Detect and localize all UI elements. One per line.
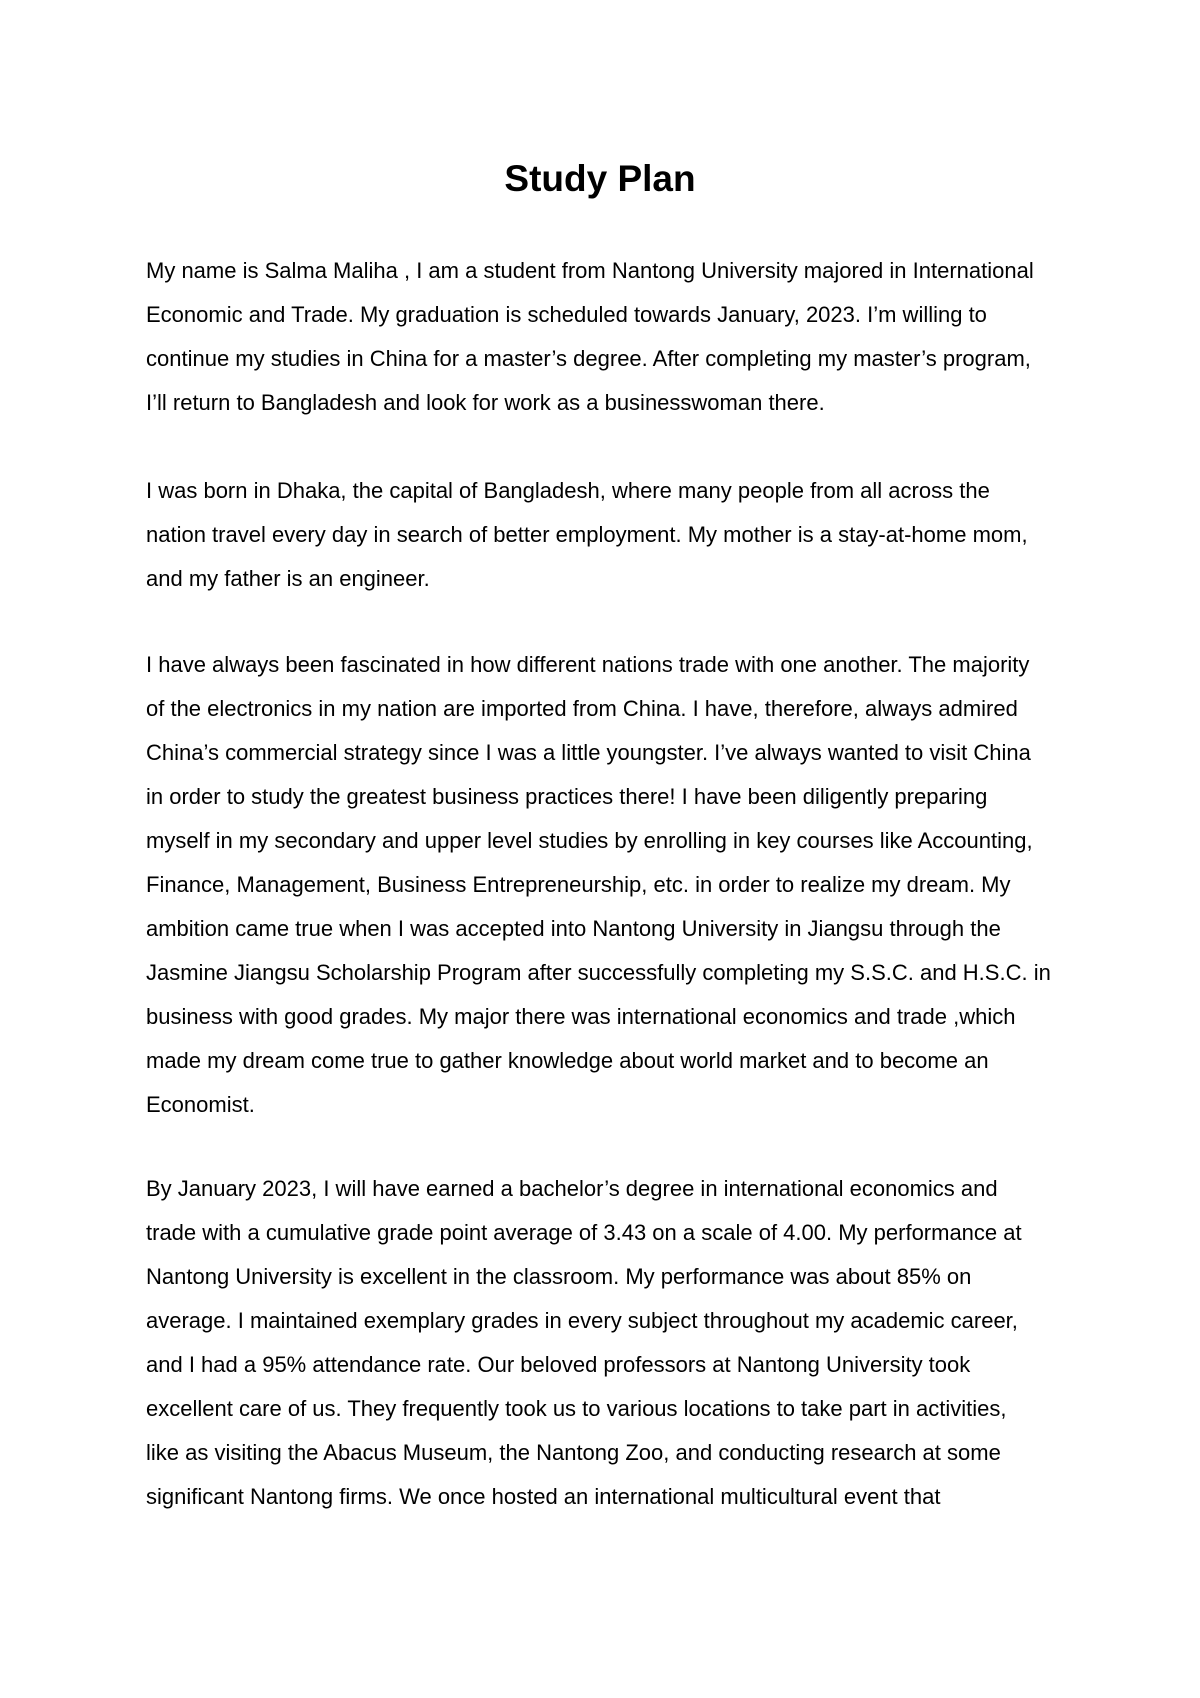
paragraph-line: ambition came true when I was accepted into Nantong University in Jiangsu through the xyxy=(146,916,1001,941)
paragraph-line: Economist. xyxy=(146,1092,255,1117)
paragraph-line: like as visiting the Abacus Museum, the Nantong Zoo, and conducting research at some xyxy=(146,1440,1001,1465)
paragraph-line: By January 2023, I will have earned a bachelor’s degree in international economics and xyxy=(146,1176,998,1201)
paragraph-line: Economic and Trade. My graduation is scheduled towards January, 2023. I’m willing to xyxy=(146,302,987,327)
paragraph-motivation xyxy=(146,643,1051,1127)
paragraph-line: I have always been fascinated in how different nations trade with one another. The majority xyxy=(146,652,1030,677)
paragraph-line: and my father is an engineer. xyxy=(146,566,430,591)
paragraph-line: Jasmine Jiangsu Scholarship Program after successfully completing my S.S.C. and H.S.C. in xyxy=(146,960,1051,985)
paragraph-line: significant Nantong firms. We once hosted an international multicultural event that xyxy=(146,1484,941,1509)
paragraph-line: in order to study the greatest business practices there! I have been diligently preparing xyxy=(146,784,988,809)
paragraph-line: average. I maintained exemplary grades in every subject throughout my academic career, xyxy=(146,1308,1018,1333)
paragraph-line: trade with a cumulative grade point average of 3.43 on a scale of 4.00. My performance at xyxy=(146,1220,1022,1245)
paragraph-background xyxy=(146,469,1028,601)
paragraph-academic-record xyxy=(146,1167,1022,1519)
paragraph-line: continue my studies in China for a master’s degree. After completing my master’s program, xyxy=(146,346,1031,371)
paragraph-introduction xyxy=(146,249,1034,425)
paragraph-line: I’ll return to Bangladesh and look for work as a businesswoman there. xyxy=(146,390,825,415)
paragraph-line: excellent care of us. They frequently took us to various locations to take part in activities, xyxy=(146,1396,1007,1421)
paragraph-line: business with good grades. My major there was international economics and trade ,which xyxy=(146,1004,1016,1029)
paragraph-line: China’s commercial strategy since I was a little youngster. I’ve always wanted to visit China xyxy=(146,740,1031,765)
paragraph-line: Nantong University is excellent in the classroom. My performance was about 85% on xyxy=(146,1264,972,1289)
paragraph-line: Finance, Management, Business Entrepreneurship, etc. in order to realize my dream. My xyxy=(146,872,1011,897)
paragraph-line: and I had a 95% attendance rate. Our beloved professors at Nantong University took xyxy=(146,1352,971,1377)
paragraph-line: I was born in Dhaka, the capital of Bangladesh, where many people from all across the xyxy=(146,478,990,503)
paragraph-line: of the electronics in my nation are imported from China. I have, therefore, always admired xyxy=(146,696,1018,721)
paragraph-line: made my dream come true to gather knowledge about world market and to become an xyxy=(146,1048,989,1073)
paragraph-line: nation travel every day in search of better employment. My mother is a stay-at-home mom, xyxy=(146,522,1028,547)
page-title: Study Plan xyxy=(504,158,696,199)
paragraph-line: My name is Salma Maliha , I am a student from Nantong University majored in International xyxy=(146,258,1034,283)
paragraph-line: myself in my secondary and upper level studies by enrolling in key courses like Accounting, xyxy=(146,828,1033,853)
